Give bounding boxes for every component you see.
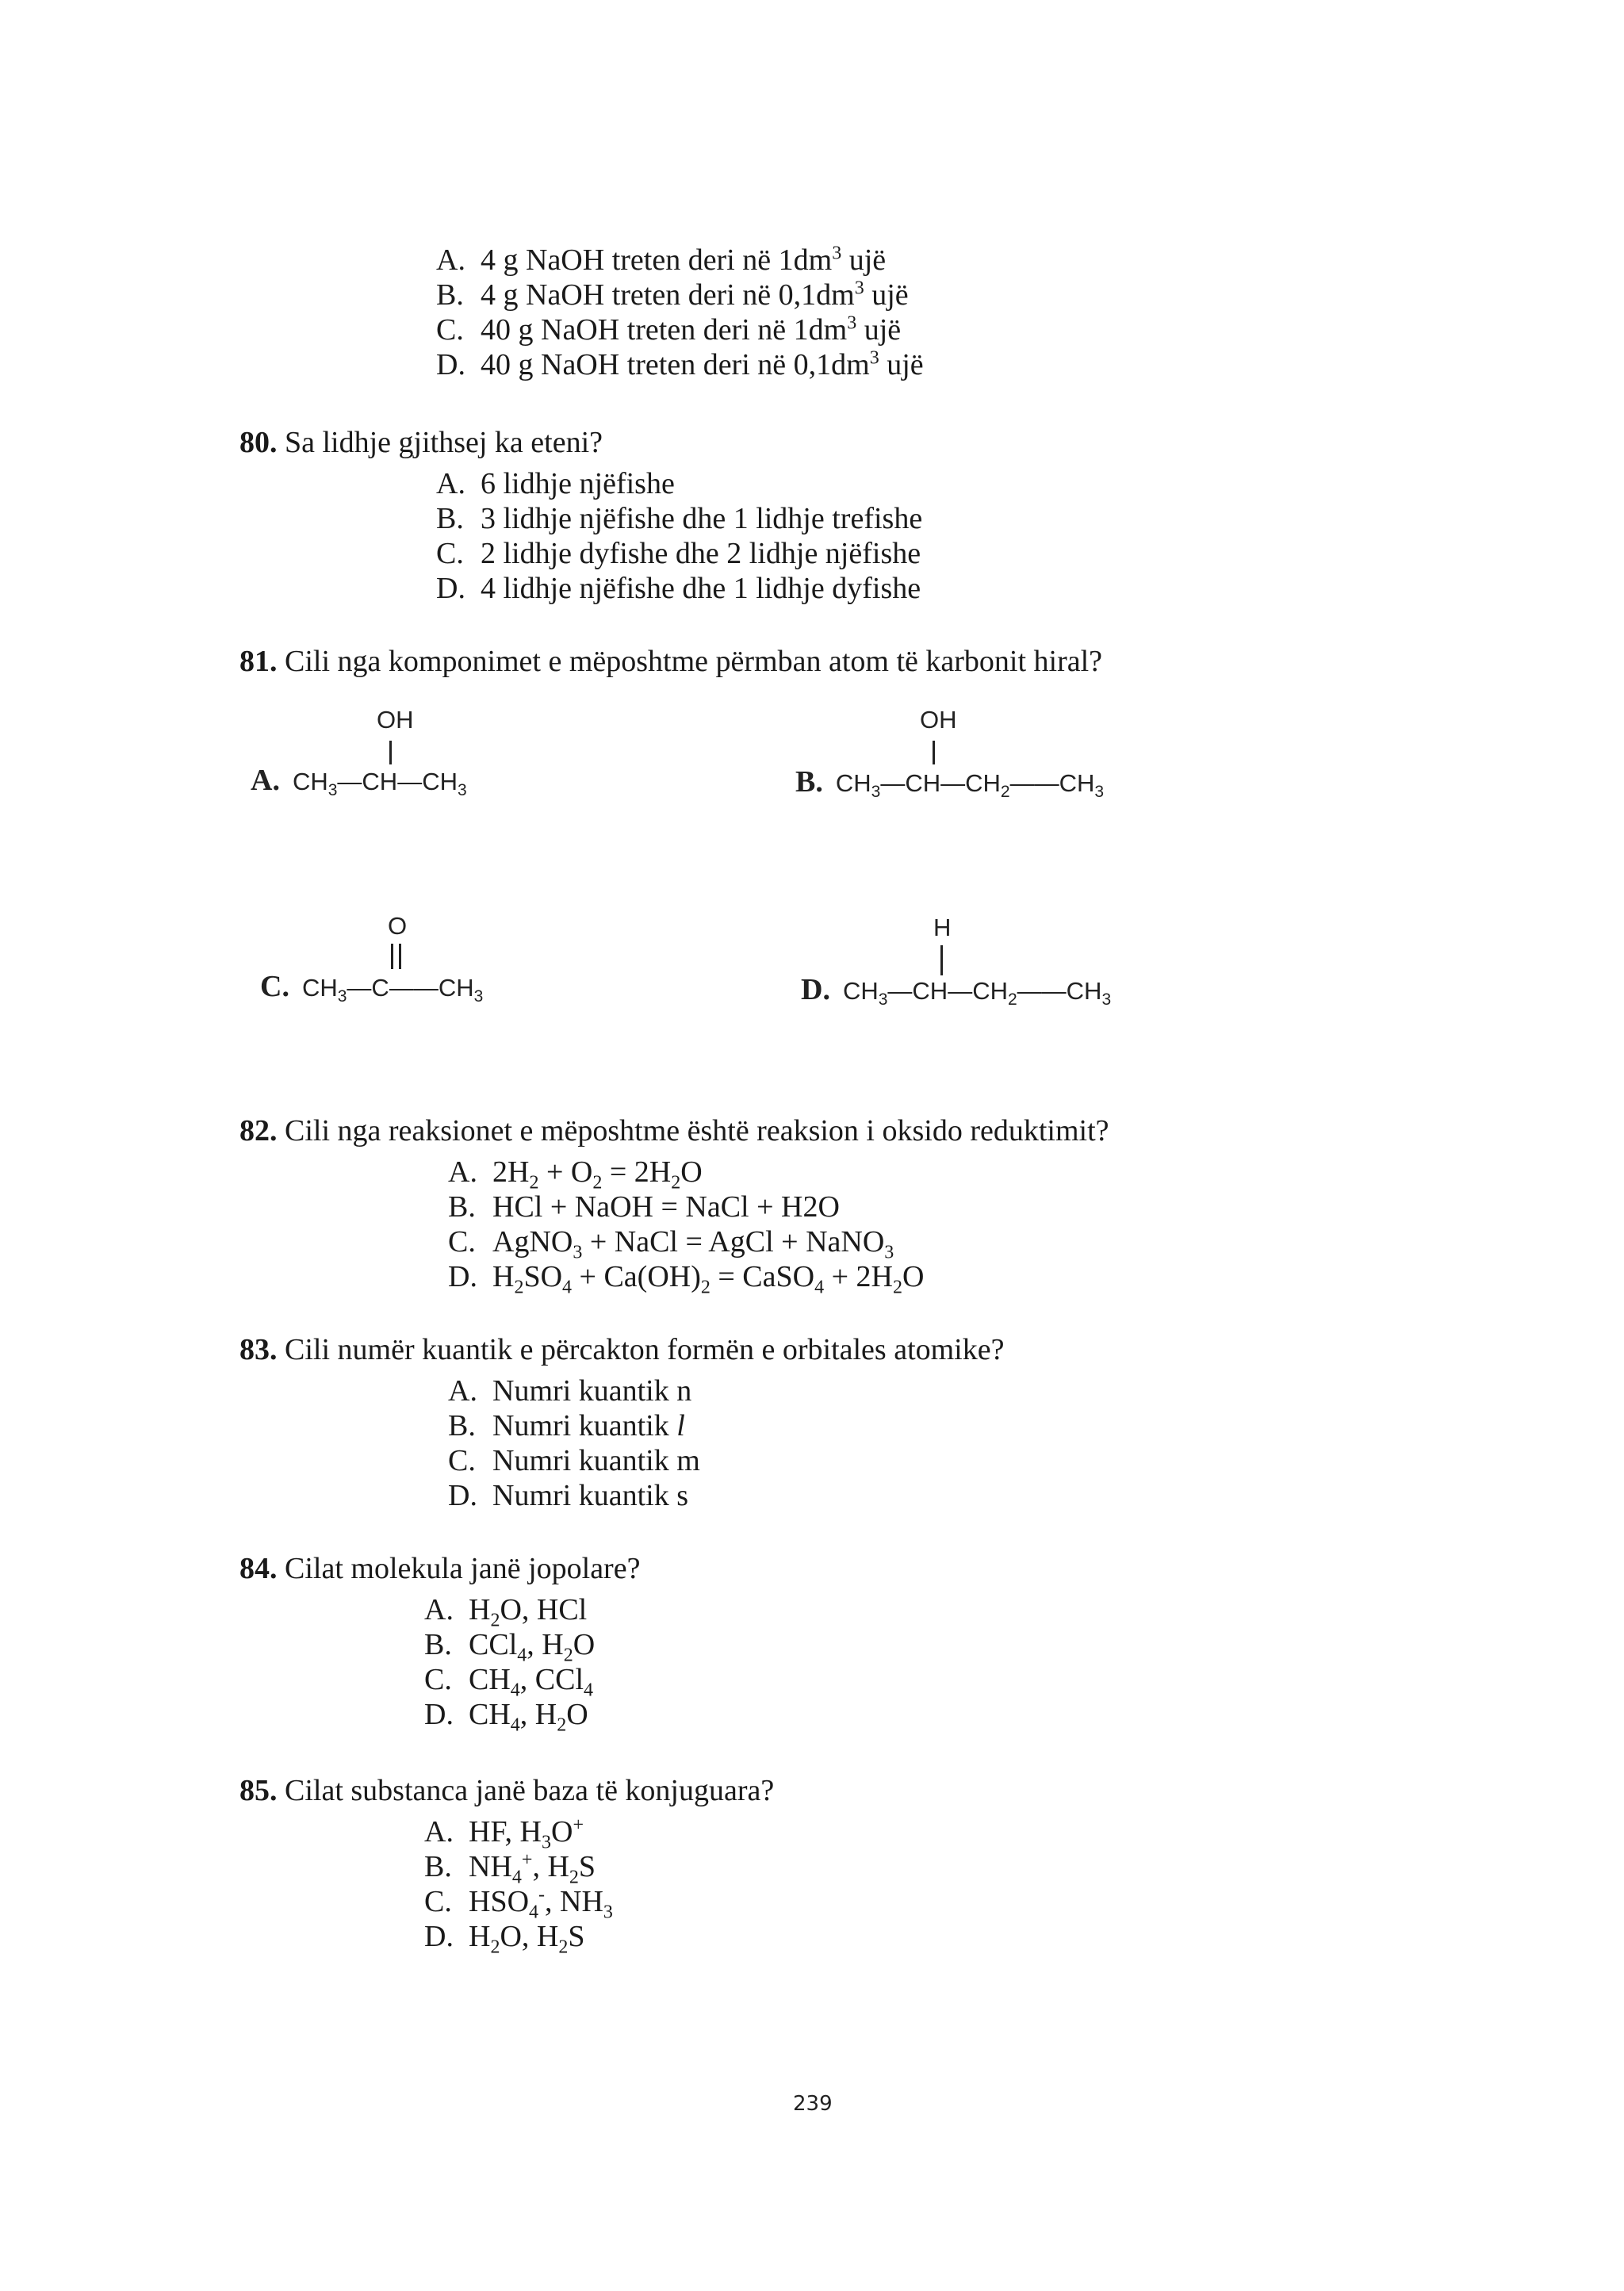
q85-prompt: 85. Cilat substanca janë baza të konjuguara? xyxy=(239,1774,775,1807)
structure-c-double-bond-2 xyxy=(399,944,401,969)
q82-option-d: D. $H_2SO_4 + Ca(OH)_2$ = CaSO$_4$ + $2H_2O$ xyxy=(448,1260,925,1298)
q79-option-a: A. 4 g NaOH treten deri në $1dm^3$ ujë xyxy=(436,243,887,277)
q83-option-a: A. Numri kuantik n xyxy=(448,1374,692,1408)
q80-prompt: 80. Sa lidhje gjithsej ka eteni? xyxy=(239,426,603,459)
page-number: 239 xyxy=(793,2092,833,2116)
q83-option-c: C. Numri kuantik m xyxy=(448,1444,700,1477)
q84-option-b: B. CCl$_4$, $H_2O$ xyxy=(424,1628,596,1666)
q85-option-c: C. $HSO_4^-$, $NH_3$ xyxy=(424,1884,613,1923)
q80-option-d: D. 4 lidhje njëfishe dhe 1 lidhje dyfishe xyxy=(436,572,921,605)
q79-option-c: C. 40 g NaOH treten deri në $1dm^3$ ujë xyxy=(436,312,902,347)
q85-option-a: A. HF, $H_3O^+$ xyxy=(424,1814,584,1853)
q82-prompt: 82. Cili nga reaksionet e mëposhtme është reaksion i oksido reduktimit? xyxy=(239,1114,1109,1147)
q79-option-b: B. 4 g NaOH treten deri në $0,1dm^3$ ujë xyxy=(436,278,909,312)
q82-option-a: A. $2H_2 + O_2 = 2H_2O$ xyxy=(448,1155,703,1193)
structure-b-oh: OH xyxy=(920,706,957,734)
structure-b-chain: B. $CH_3—CH—CH_2——CH_3$ xyxy=(795,765,1105,802)
structure-a-chain: A. $CH_3—CH—CH_3$ xyxy=(251,764,467,800)
q83-option-b: B. Numri kuantik l xyxy=(448,1409,685,1442)
q85-option-d: D. $H_2O$, $H_2S$ xyxy=(424,1920,585,1958)
structure-c-o: O xyxy=(388,912,408,940)
q80-option-a: A. 6 lidhje njëfishe xyxy=(436,467,675,500)
q79-option-d: D. 40 g NaOH treten deri në $0,1dm^3$ ujë xyxy=(436,347,924,381)
q82-option-b: B. HCl + NaOH = NaCl + H2O xyxy=(448,1190,840,1224)
structure-d-h: H xyxy=(933,914,952,941)
q84-prompt: 84. Cilat molekula janë jopolare? xyxy=(239,1552,641,1585)
q85-option-b: B. $NH_4^+$, $H_2S$ xyxy=(424,1849,596,1888)
q82-option-c: C. AgNO$_3$ + NaCl = AgCl + NaNO$_3$ xyxy=(448,1225,894,1263)
structure-c-chain: C. $CH_3—C——CH_3$ xyxy=(260,970,484,1006)
structure-b-bond xyxy=(933,741,935,764)
structure-a-bond xyxy=(389,741,392,764)
q84-option-d: D. $CH_4$, $H_2O$ xyxy=(424,1698,588,1736)
q80-option-c: C. 2 lidhje dyfishe dhe 2 lidhje njëfishe xyxy=(436,537,921,570)
structure-a-oh: OH xyxy=(377,706,414,734)
structure-d-bond xyxy=(940,945,943,975)
q83-option-d: D. Numri kuantik s xyxy=(448,1479,688,1512)
q84-option-c: C. $CH_4$, CCl$_4$ xyxy=(424,1663,594,1701)
q83-prompt: 83. Cili numër kuantik e përcakton formën e orbitales atomike? xyxy=(239,1333,1005,1366)
q80-option-b: B. 3 lidhje njëfishe dhe 1 lidhje trefishe xyxy=(436,502,923,535)
q81-prompt: 81. Cili nga komponimet e mëposhtme përmban atom të karbonit hiral? xyxy=(239,645,1103,678)
structure-d-chain: D. $CH_3—CH—CH_2——CH_3$ xyxy=(801,973,1112,1009)
structure-c-double-bond-1 xyxy=(391,944,393,969)
q84-option-a: A. $H_2O$, HCl xyxy=(424,1593,588,1631)
